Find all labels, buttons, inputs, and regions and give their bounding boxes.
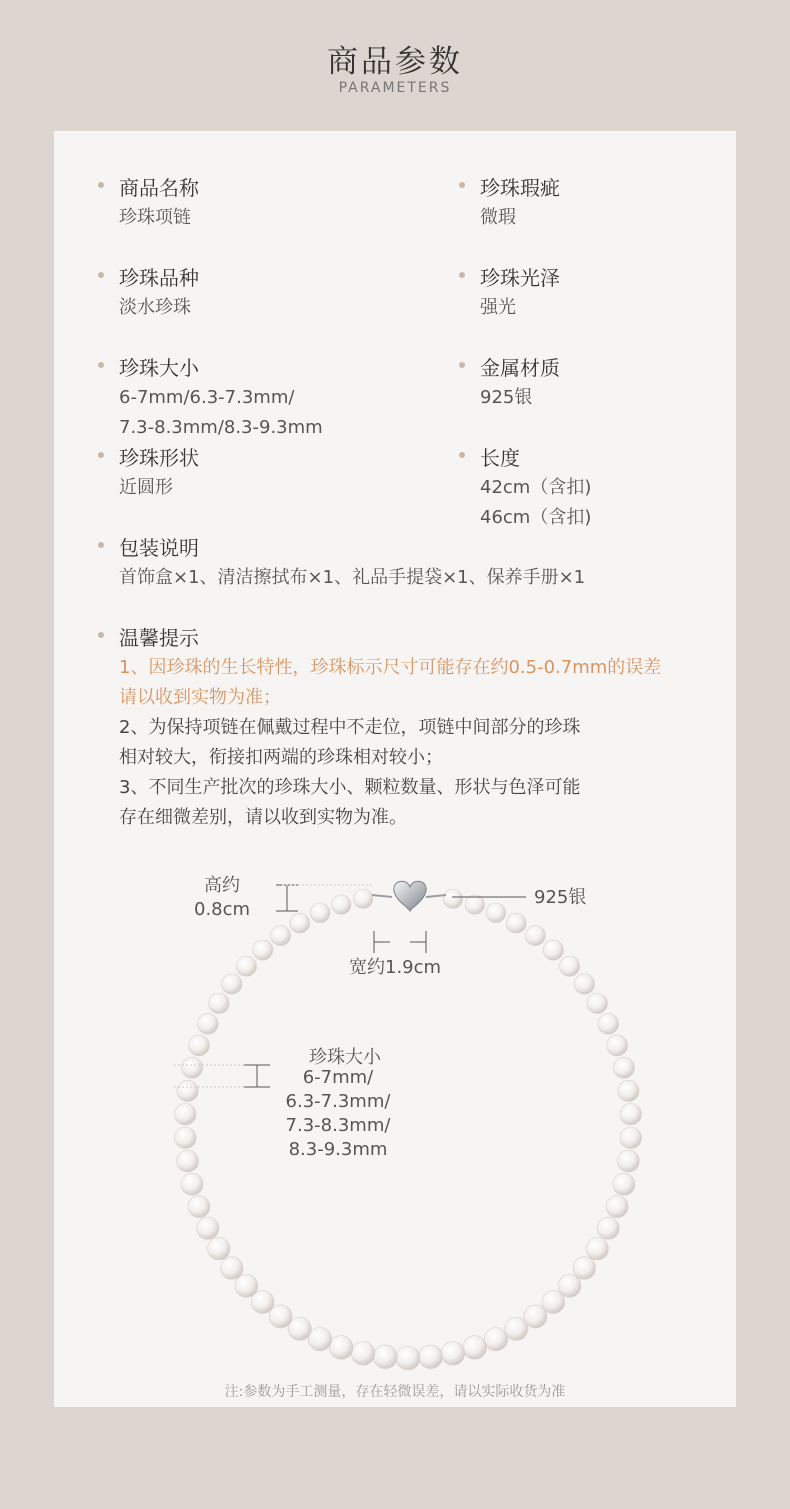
pearl	[235, 1274, 258, 1297]
pearl	[542, 1291, 565, 1314]
height-value: 0.8cm	[194, 899, 251, 920]
param-label: 金属材质	[480, 356, 560, 380]
clasp-material-label: 925银	[534, 887, 587, 908]
size-line: 8.3-9.3mm	[288, 1139, 388, 1160]
pearl	[177, 1080, 198, 1101]
tips-label: 温馨提示	[119, 626, 199, 650]
bullet-dot	[98, 632, 104, 638]
bullet-dot	[98, 452, 104, 458]
page-title: 商品参数	[327, 44, 463, 80]
bullet-dot	[98, 542, 104, 548]
pearl	[220, 1257, 243, 1280]
pearl	[269, 1305, 292, 1328]
pearl	[329, 1336, 353, 1360]
pearl	[175, 1104, 196, 1125]
pearl	[597, 1217, 619, 1239]
pearl	[620, 1104, 641, 1125]
bullet-dot	[459, 452, 465, 458]
pearl	[524, 1305, 547, 1328]
size-line: 6.3-7.3mm/	[285, 1091, 391, 1112]
pearl	[543, 940, 563, 960]
pearl	[177, 1150, 199, 1172]
pearl	[573, 1257, 596, 1280]
pearl	[465, 895, 484, 914]
param-label: 珍珠大小	[119, 356, 199, 380]
pearl	[586, 1238, 608, 1260]
pearl	[505, 1317, 528, 1340]
param-label: 包装说明	[119, 536, 199, 560]
pearl	[222, 974, 242, 994]
pearl	[620, 1127, 642, 1149]
param-label: 珍珠形状	[119, 446, 199, 470]
param-value: 925银	[480, 387, 533, 408]
tip-line: 存在细微差别，请以收到实物为准。	[119, 807, 407, 828]
param-value: 46cm（含扣)	[480, 507, 592, 528]
height-label: 高约	[204, 875, 240, 896]
param-pearl-shape	[119, 443, 199, 503]
page-subtitle: PARAMETERS	[338, 80, 452, 96]
param-label: 珍珠品种	[119, 266, 199, 290]
param-pearl-flaw	[480, 173, 560, 233]
pearl	[598, 1013, 619, 1034]
bullet-dot	[98, 182, 104, 188]
param-label: 长度	[480, 446, 520, 470]
size-line: 6-7mm/	[302, 1067, 374, 1088]
tip-line: 3、不同生产批次的珍珠大小、颗粒数量、形状与色泽可能	[119, 777, 581, 798]
footnote: 注:参数为手工测量，存在轻微误差，请以实际收货为准	[224, 1384, 566, 1400]
param-value: 首饰盒×1、清洁擦拭布×1、礼品手提袋×1、保养手册×1	[119, 567, 586, 588]
pearl	[182, 1057, 203, 1078]
bullet-dot	[459, 182, 465, 188]
bullet-dot	[98, 272, 104, 278]
pearl	[209, 993, 230, 1014]
pearl	[308, 1328, 331, 1351]
pearl	[486, 903, 506, 923]
parameters-card	[54, 131, 736, 1407]
param-value: 7.3-8.3mm/8.3-9.3mm	[119, 417, 323, 438]
param-value: 42cm（含扣)	[480, 477, 592, 498]
pearl	[618, 1080, 639, 1101]
pearl	[288, 1317, 311, 1340]
pearl	[374, 1345, 398, 1369]
pearl	[208, 1238, 230, 1260]
param-pearl-luster	[480, 263, 560, 323]
pearl	[618, 1150, 640, 1172]
pearl	[506, 913, 526, 933]
bullet-dot	[459, 362, 465, 368]
pearl	[396, 1346, 420, 1370]
param-value: 6-7mm/6.3-7.3mm/	[119, 387, 295, 408]
pearl	[236, 956, 256, 976]
bullet-dot	[459, 272, 465, 278]
param-value: 珍珠项链	[119, 207, 191, 228]
pearl	[181, 1173, 203, 1195]
necklace-diagram	[54, 861, 736, 1381]
param-value: 淡水珍珠	[119, 297, 191, 318]
pearl	[419, 1345, 443, 1369]
param-value: 强光	[480, 297, 516, 318]
pearl	[351, 1342, 375, 1366]
tip-line: 2、为保持项链在佩戴过程中不走位，项链中间部分的珍珠	[119, 717, 581, 738]
pearl	[441, 1342, 465, 1366]
pearl	[188, 1035, 209, 1056]
pearl	[484, 1328, 507, 1351]
pearl	[606, 1196, 628, 1218]
tip-line-accent: 请以收到实物为准；	[119, 687, 281, 708]
bullet-dot	[98, 362, 104, 368]
pearl	[613, 1173, 635, 1195]
param-value: 微瑕	[480, 207, 516, 228]
pearl	[560, 956, 580, 976]
pearl	[607, 1035, 628, 1056]
pearl	[613, 1057, 634, 1078]
param-metal-material	[480, 353, 560, 413]
tip-line: 相对较大，衔接扣两端的珍珠相对较小；	[119, 747, 443, 768]
pearl	[188, 1196, 210, 1218]
tips-section	[119, 623, 661, 833]
pearl	[175, 1127, 197, 1149]
size-line: 7.3-8.3mm/	[285, 1115, 391, 1136]
param-package	[119, 533, 585, 593]
pearl	[271, 926, 291, 946]
tip-line-accent: 1、因珍珠的生长特性，珍珠标示尺寸可能存在约0.5-0.7mm的误差	[119, 657, 662, 678]
param-length	[480, 443, 591, 533]
pearl	[353, 889, 372, 908]
param-label: 商品名称	[119, 176, 199, 200]
pearl	[310, 903, 330, 923]
heart-clasp	[372, 881, 446, 911]
pearl	[574, 974, 594, 994]
pearl	[463, 1336, 487, 1360]
pearl	[443, 889, 462, 908]
param-product-name	[119, 173, 199, 233]
pearl	[197, 1013, 218, 1034]
size-title: 珍珠大小	[309, 1047, 381, 1068]
pearl	[525, 926, 545, 946]
width-label: 宽约1.9cm	[349, 957, 442, 978]
param-value: 近圆形	[119, 477, 173, 498]
pearl	[290, 913, 310, 933]
pearl	[332, 895, 351, 914]
pearl	[253, 940, 273, 960]
param-label: 珍珠瑕疵	[480, 176, 560, 200]
pearl	[197, 1217, 219, 1239]
pearl	[587, 993, 608, 1014]
param-label: 珍珠光泽	[480, 266, 560, 290]
param-pearl-variety	[119, 263, 199, 323]
param-pearl-size	[119, 353, 323, 443]
